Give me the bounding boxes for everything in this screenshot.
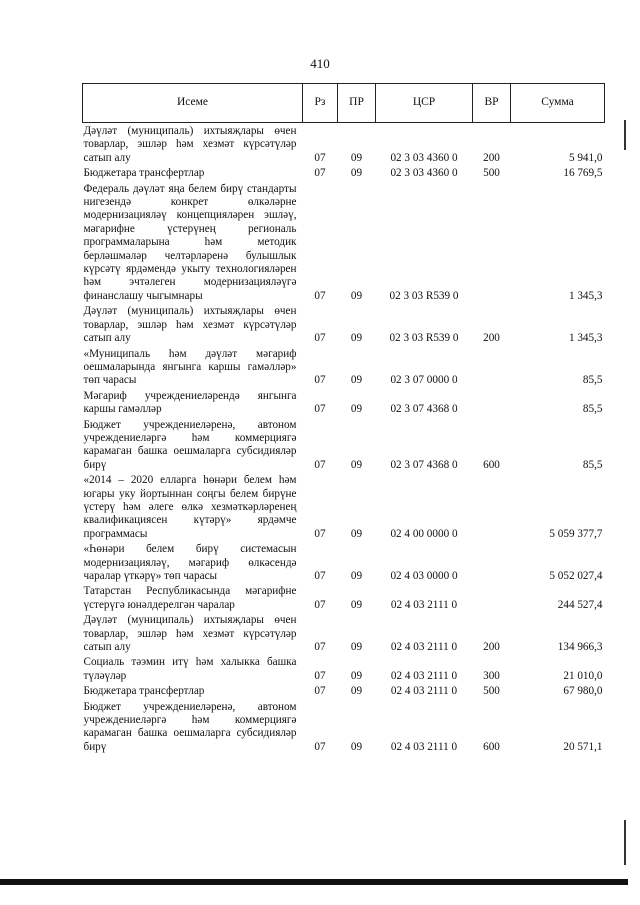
header-name: Исеме [83, 84, 303, 123]
scan-edge-mark [624, 120, 626, 150]
cell-rz: 07 [314, 332, 326, 345]
table-row [83, 346, 605, 388]
cell-rz: 07 [314, 669, 326, 682]
cell-sum: 85,5 [582, 403, 603, 416]
cell-pr: 09 [350, 167, 363, 180]
cell-rz: 07 [314, 740, 326, 753]
cell-pr: 09 [350, 458, 363, 471]
cell-rz: 07 [314, 685, 326, 698]
table-row [83, 303, 605, 345]
header-rz: Рз [303, 84, 338, 123]
cell-name: Дәүләт (муниципаль) ихтыяҗлары өчен товарлар, эшләр һәм хезмәт күрсәтүләр сатып алу [83, 614, 297, 654]
cell-sum: 134 966,3 [557, 641, 603, 654]
cell-vr: 200 [483, 641, 500, 654]
cell-csr: 02 4 03 2111 0 [390, 685, 458, 698]
header-sum: Сумма [511, 84, 605, 123]
cell-pr: 09 [350, 669, 363, 682]
cell-name: «2014 – 2020 елларга һөнәри белем һәм югары уку йортыннан соңгы белем бирүне үстерү һәм әлеге өлкә хезмәткәрләренең квалификациясен күтәрү» ярдәмче программасы [83, 474, 297, 540]
cell-name: «Муниципаль һәм дәүләт мәгариф оешмаларында янгынга каршы гамәлләр» төп чарасы [83, 347, 297, 387]
cell-csr: 02 3 07 4368 0 [390, 458, 458, 471]
cell-name: Социаль тәэмин итү һәм халыкка башка түләүләр [83, 656, 297, 682]
header-pr: ПР [338, 84, 376, 123]
cell-csr: 02 4 03 0000 0 [390, 570, 458, 582]
cell-csr: 02 4 03 2111 0 [390, 740, 458, 753]
cell-sum: 85,5 [582, 458, 603, 471]
cell-csr: 02 3 03 4360 0 [390, 167, 458, 180]
cell-sum: 1 345,3 [568, 332, 603, 345]
cell-vr [473, 346, 511, 388]
table-row [83, 123, 605, 166]
cell-csr: 02 3 03 4360 0 [390, 151, 458, 164]
header-vr: ВР [473, 84, 511, 123]
table-body [83, 123, 605, 755]
cell-name: Татарстан Республикасында мәгарифне үстерүгә юнәлдерелгән чаралар [83, 585, 297, 611]
cell-name: Бюджетара трансфертлар [83, 167, 205, 180]
cell-name: Федераль дәүләт яңа белем бирү стандарты нигезендә конкрет өлкәләрне модернизацияләү концепцияләрен эшләү, мәгарифне үстерүнең региональ программаларына һәм методик берләшмәләр челтәрләренә булышлык күрсәтү ярдәмендә укыту технологияләрен һәм эчтәлеген модернизацияләүгә финанслашу чыгымнары [83, 182, 297, 302]
cell-pr: 09 [350, 598, 363, 611]
cell-vr: 600 [483, 740, 500, 753]
header-csr: ЦСР [376, 84, 473, 123]
cell-vr [473, 541, 511, 583]
cell-rz: 07 [314, 458, 326, 471]
cell-pr: 09 [350, 570, 363, 582]
cell-name: Бюджетара трансфертлар [83, 685, 205, 698]
cell-vr: 500 [483, 685, 500, 698]
cell-vr: 600 [483, 458, 500, 471]
cell-csr: 02 4 03 2111 0 [390, 641, 458, 654]
table-row [83, 417, 605, 473]
cell-sum: 244 527,4 [557, 598, 603, 611]
cell-pr: 09 [350, 151, 363, 164]
table-row [83, 683, 605, 698]
cell-rz: 07 [314, 151, 326, 164]
cell-rz: 07 [314, 527, 326, 540]
table-row [83, 472, 605, 541]
cell-rz: 07 [314, 374, 326, 387]
cell-name: Дәүләт (муниципаль) ихтыяҗлары өчен товарлар, эшләр һәм хезмәт күрсәтүләр сатып алу [83, 125, 297, 164]
cell-sum: 5 059 377,7 [549, 527, 603, 540]
cell-csr: 02 4 03 2111 0 [390, 669, 458, 682]
table-row [83, 388, 605, 417]
cell-vr [473, 181, 511, 304]
cell-name: «Һөнәри белем бирү системасын модернизацияләү, мәгариф өлкәсендә чаралар үткәрү» төп чарасы [83, 543, 297, 582]
cell-name: Мәгариф учреждениеләрендә янгынга каршы гамәлләр [83, 389, 297, 416]
cell-rz: 07 [314, 598, 326, 611]
cell-vr: 200 [483, 332, 500, 345]
cell-vr [473, 472, 511, 541]
cell-pr: 09 [350, 332, 363, 345]
cell-csr: 02 3 03 R539 0 [389, 332, 459, 345]
cell-sum: 20 571,1 [563, 740, 603, 753]
cell-csr: 02 3 07 4368 0 [390, 403, 458, 416]
cell-pr: 09 [350, 374, 363, 387]
cell-sum: 21 010,0 [563, 669, 603, 682]
cell-pr: 09 [350, 403, 363, 416]
cell-pr: 09 [350, 685, 363, 698]
cell-sum: 85,5 [582, 374, 603, 387]
cell-sum: 1 345,3 [568, 289, 603, 302]
cell-vr [473, 583, 511, 612]
cell-csr: 02 4 00 0000 0 [390, 527, 458, 540]
cell-csr: 02 4 03 2111 0 [390, 598, 458, 611]
table-row [83, 699, 605, 755]
table-row [83, 181, 605, 304]
cell-sum: 5 052 027,4 [549, 570, 603, 582]
page-number: 410 [310, 56, 330, 71]
table-row [83, 165, 605, 180]
table-row [83, 612, 605, 654]
cell-csr: 02 3 03 R539 0 [389, 289, 459, 302]
scan-edge-mark [624, 820, 626, 865]
cell-vr: 500 [483, 167, 500, 180]
cell-name: Бюджет учреждениеләренә, автоном учреждениеләргә һәм коммерциягә карамаган башка оешмаларга субсидияләр бирү [83, 418, 297, 471]
cell-rz: 07 [314, 403, 326, 416]
cell-pr: 09 [350, 527, 363, 540]
cell-csr: 02 3 07 0000 0 [390, 374, 458, 387]
table-row [83, 541, 605, 583]
cell-rz: 07 [314, 641, 326, 654]
table-row [83, 583, 605, 612]
cell-vr [473, 388, 511, 417]
cell-vr: 300 [483, 669, 500, 682]
cell-pr: 09 [350, 289, 363, 302]
table-row [83, 654, 605, 683]
cell-sum: 16 769,5 [563, 167, 603, 180]
table-header [83, 84, 605, 123]
cell-sum: 67 980,0 [563, 685, 603, 698]
cell-pr: 09 [350, 641, 363, 654]
scan-bottom-edge [0, 879, 628, 885]
cell-name: Бюджет учреждениеләренә, автоном учреждениеләргә һәм коммерциягә карамаган башка оешмаларга субсидияләр бирү [83, 700, 297, 753]
cell-vr: 200 [483, 151, 500, 164]
cell-rz: 07 [314, 570, 326, 582]
cell-name: Дәүләт (муниципаль) ихтыяҗлары өчен товарлар, эшләр һәм хезмәт күрсәтүләр сатып алу [83, 305, 297, 345]
cell-rz: 07 [314, 289, 326, 302]
cell-pr: 09 [350, 740, 363, 753]
budget-table [82, 83, 605, 754]
cell-sum: 5 941,0 [568, 151, 603, 164]
cell-rz: 07 [314, 167, 326, 180]
